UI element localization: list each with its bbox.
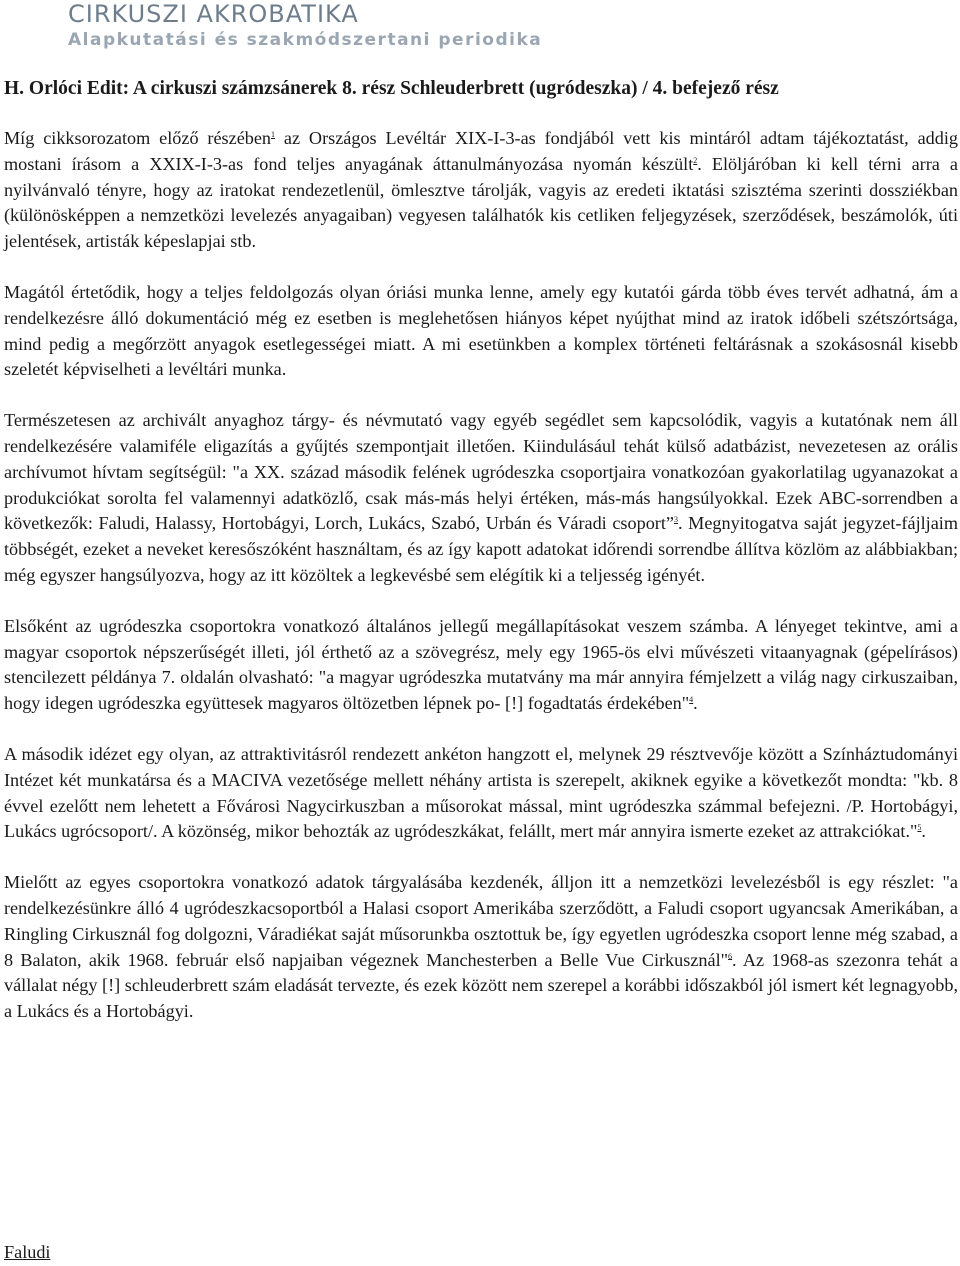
section-link-faludi[interactable]: Faludi: [4, 1242, 51, 1262]
paragraph-4-text-a: Elsőként az ugródeszka csoportokra vonatkozó általános jellegű megállapításokat veszem számba. A lényeget tekintve, ami a magyar csoportok népszerűségét illeti, jól érthető az a szövegrész, mely egy 1965-ös elvi művészeti vitaanyagnak (gépelírásos) stencilezett példánya 7. oldalán olvasható: "a magyar ugródeszka mutatvány ma már annyira fémjelzett a világ nagy cirkuszaiban, hogy idegen ugródeszka együttesek magyaros öltözetben lépnek po- [!] fogadtatás érdekében": [4, 615, 958, 714]
site-title: CIRKUSZI AKROBATIKA: [68, 0, 359, 28]
paragraph-3-text-b: . Megnyitogatva saját jegyzet-fájljaim többségét, ezeket a neveket keresőszóként használtam, és az így kapott adatokat időrendi sorrendbe állítva közlöm az alábbiakban; még egyszer hangsúlyozva, hogy az itt közöltek a legkevésbé sem elégítik ki a teljesség igényét.: [4, 513, 958, 585]
paragraph-3-text-a: Természetesen az archivált anyaghoz tárgy- és névmutató vagy egyéb segédlet sem kapcsolódik, vagyis a kutatónak nem áll rendelkezésére valamiféle eligazítás a gyűjtés szempontjait illetően. Kiindulásául tehát külső adatbázist, nevezetesen az orális archívumot hívtam segítségül: "a XX. század második felének ugródeszka csoportjaira vonatkozóan gyakorlatilag ugyanazokat a produkciókat sorolta fel valamennyi adatközlő, csak más-más helyi értéken, más-más hangsúlyokkal. Ezek ABC-sorrendben a következők: Faludi, Halassy, Hortobágyi, Lorch, Lukács, Szabó, Urbán és Váradi csoport”: [4, 410, 958, 534]
paragraph-1-text-b: az Országos Levéltár XIX-I-3-as fondjából vett kis mintáról adtam tájékoztatást, addig mostani írásom a XXIX-I-3-as fond teljes anyagának áttanulmányozása nyomán készült: [4, 128, 959, 174]
paragraph-6-text-a: Mielőtt az egyes csoportokra vonatkozó adatok tárgyalásába kezdenék, álljon itt a nemzetközi levelezésből is egy részlet: "a rendelkezésünkre álló 4 ugródeszkacsoportból a Halasi csoport Amerikába szerződött, a Faludi csoport ugyancsak Amerikában, a Ringling Cirkusznál fog dolgozni, Váradiékat saját műsorunkba osztottuk be, így egyetlen ugródeszka csoport lenne még szabad, a 8 Balaton, akik 1968. február első napjaiban végeznek Manchesterben a Belle Vue Cirkusznál": [4, 872, 958, 970]
footnote-link-2[interactable]: 2: [693, 155, 698, 165]
footnote-link-5[interactable]: 5: [917, 823, 922, 833]
paragraph-1: [4, 126, 958, 255]
paragraph-3: [4, 408, 958, 589]
paragraph-6-text-b: . Az 1968-as szezonra tehát a vállalat négy [!] schleuderbrett szám eladását tervezte, és ezek között nem szerepel a korábbi időszakból jól ismert két legnagyobb, a Lukács és a Hortobágyi.: [4, 949, 958, 1022]
footnote-link-3[interactable]: 3: [673, 515, 678, 525]
footnote-link-1[interactable]: 1: [271, 129, 276, 139]
paragraph-4: [4, 614, 958, 717]
paragraph-5: [4, 742, 958, 845]
paragraph-4-text-b: .: [693, 693, 698, 714]
footnote-link-6[interactable]: 6: [728, 951, 733, 961]
paragraph-5-text-b: .: [921, 821, 926, 842]
article-body: [4, 126, 958, 1050]
paragraph-5-text-a: A második idézet egy olyan, az attraktivitásról rendezett ankéton hangzott el, melynek 29 résztvevője között a Színháztudományi Intézet két munkatársa és a MACIVA vezetősége mellett néhány artista is szerepelt, akiknek egyike a következőt mondta: "kb. 8 évvel ezelőtt nem lehetett a Fővárosi Nagycirkuszban a műsorokat mással, mint ugródeszka számmal befejezni. /P. Hortobágyi, Lukács ugrócsoport/. A közönség, mikor behozták az ugródeszkákat, felállt, mert már annyira ismerte ezeket az attrakciókat.": [4, 743, 958, 842]
paragraph-2: Magától értetődik, hogy a teljes feldolgozás olyan óriási munka lenne, amely egy kutatói gárda több éves tervét adhatná, ám a rendelkezésre álló dokumentáció még ez esetben is meglehetősen hiányos képet nyújthat mind az iratok időbeli szétszórtsága, mind pedig a megőrzött anyagok esetlegességei miatt. A mi esetünkben a komplex történeti feltárásnak a szokásosnál kisebb szeletét képviselheti a levéltári munka.: [4, 281, 958, 380]
paragraph-1-text-c: . Elöljáróban ki kell térni arra a nyilvánvaló tényre, hogy az iratokat rendezetlenül, ömlesztve tárolják, vagyis az eredeti iktatási szisztéma szerinti dossziékban (különösképpen a nemzetközi levelezés anyagaiban) vegyesen találhatók kis cetliken feljegyzések, szerződések, beszámolók, úti jelentések, artisták képeslapjai stb.: [4, 153, 958, 252]
footnote-link-4[interactable]: 4: [689, 695, 694, 705]
paragraph-1-text-a: Míg cikksorozatom előző részében: [4, 128, 272, 148]
paragraph-6: [4, 870, 958, 1025]
article-title: H. Orlóci Edit: A cirkuszi számzsánerek 8. rész Schleuderbrett (ugródeszka) / 4. befejező rész: [4, 78, 779, 99]
site-subtitle: Alapkutatási és szakmódszertani periodika: [68, 30, 543, 50]
